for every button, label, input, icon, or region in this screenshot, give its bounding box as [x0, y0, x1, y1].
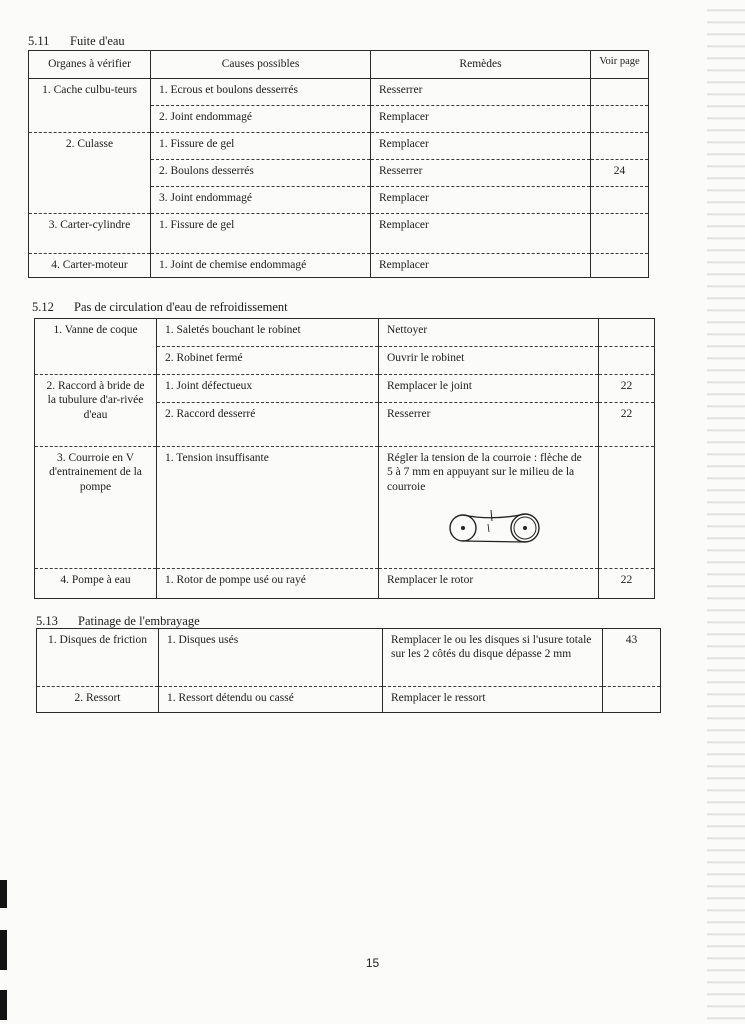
section-number: 5.13 — [36, 614, 58, 628]
remedy-cell: Remplacer le joint — [379, 375, 599, 403]
remedy-cell — [379, 447, 599, 569]
page-ref-cell — [599, 347, 655, 375]
page-ref-cell — [599, 447, 655, 569]
page-ref-cell — [591, 254, 649, 278]
table-row — [29, 79, 649, 106]
remedy-cell: Remplacer — [371, 214, 591, 254]
table-row — [35, 447, 655, 569]
table-row — [37, 629, 661, 687]
organ-cell: 4. Pompe à eau — [35, 569, 157, 599]
page-ref-cell: 22 — [599, 375, 655, 403]
cause-cell: 2. Boulons desserrés — [151, 160, 371, 187]
belt-bottom — [463, 541, 525, 542]
cause-cell: 1. Joint de chemise endommagé — [151, 254, 371, 278]
cause-cell: 1. Saletés bouchant le robinet — [157, 319, 379, 347]
section-number: 5.12 — [32, 300, 54, 314]
column-header-remedes: Remèdes — [371, 51, 591, 79]
column-header-organes: Organes à vérifier — [29, 51, 151, 79]
cause-cell: 1. Ecrous et boulons desserrés — [151, 79, 371, 106]
organ-cell: 2. Raccord à bride de la tubulure d'ar-rivée d'eau — [35, 375, 157, 447]
page-ref-cell: 24 — [591, 160, 649, 187]
pulley-left-hub — [461, 526, 465, 530]
organ-cell: 3. Carter-cylindre — [29, 214, 151, 254]
pulley-right-hub — [523, 526, 527, 530]
remedy-cell: Resserrer — [379, 403, 599, 447]
organ-cell: 1. Cache culbu-teurs — [29, 79, 151, 133]
table-row — [35, 569, 655, 599]
table-row — [29, 214, 649, 254]
table-row — [35, 375, 655, 403]
organ-cell: 1. Disques de friction — [37, 629, 159, 687]
cause-cell: 1. Fissure de gel — [151, 214, 371, 254]
cause-cell: 1. Rotor de pompe usé ou rayé — [157, 569, 379, 599]
section-heading-5-13 — [36, 614, 200, 629]
scan-edge-mark — [0, 990, 7, 1020]
remedy-text: Régler la tension de la courroie : flèche de 5 à 7 mm en appuyant sur le milieu de la courroie — [387, 452, 582, 493]
cause-cell: 1. Disques usés — [159, 629, 383, 687]
remedy-cell: Remplacer — [371, 254, 591, 278]
section-heading-5-12 — [32, 300, 288, 315]
remedy-cell: Remplacer — [371, 133, 591, 160]
cause-cell: 2. Robinet fermé — [157, 347, 379, 375]
column-header-causes: Causes possibles — [151, 51, 371, 79]
table-patinage-embrayage — [36, 628, 661, 713]
cause-cell: 3. Joint endommagé — [151, 187, 371, 214]
page-ref-cell: 22 — [599, 403, 655, 447]
table-row — [29, 133, 649, 160]
organ-cell: 4. Carter-moteur — [29, 254, 151, 278]
scan-edge-mark — [0, 880, 7, 908]
page-ref-cell: 43 — [603, 629, 661, 687]
table-fuite-eau — [28, 50, 649, 278]
section-heading-5-11 — [28, 34, 125, 49]
belt-pulley-figure — [445, 508, 545, 544]
remedy-cell: Remplacer le ressort — [383, 687, 603, 713]
table-row — [35, 319, 655, 347]
cause-cell: 1. Ressort détendu ou cassé — [159, 687, 383, 713]
scan-edge-right — [707, 0, 745, 1024]
organ-cell: 2. Ressort — [37, 687, 159, 713]
table-row — [29, 254, 649, 278]
remedy-cell: Nettoyer — [379, 319, 599, 347]
page-ref-cell — [591, 79, 649, 106]
remedy-cell: Remplacer — [371, 106, 591, 133]
page-ref-cell — [603, 687, 661, 713]
cause-cell: 1. Joint défectueux — [157, 375, 379, 403]
page-ref-cell — [591, 133, 649, 160]
table-circulation-eau — [34, 318, 655, 599]
organ-cell: 2. Culasse — [29, 133, 151, 214]
page-ref-cell: 22 — [599, 569, 655, 599]
page-ref-cell — [599, 319, 655, 347]
table-row — [37, 687, 661, 713]
remedy-cell: Remplacer le rotor — [379, 569, 599, 599]
cause-cell: 1. Tension insuffisante — [157, 447, 379, 569]
remedy-cell: Resserrer — [371, 79, 591, 106]
section-title: Fuite d'eau — [70, 34, 125, 48]
cause-cell: 2. Joint endommagé — [151, 106, 371, 133]
remedy-cell: Remplacer le ou les disques si l'usure totale sur les 2 côtés du disque dépasse 2 mm — [383, 629, 603, 687]
page-ref-cell — [591, 214, 649, 254]
section-title: Pas de circulation d'eau de refroidissement — [74, 300, 288, 314]
page-ref-cell — [591, 106, 649, 133]
section-title: Patinage de l'embrayage — [78, 614, 200, 628]
page-number: 15 — [365, 956, 380, 970]
cause-cell: 1. Fissure de gel — [151, 133, 371, 160]
remedy-cell: Remplacer — [371, 187, 591, 214]
column-header-voir-page: Voir page — [591, 51, 649, 79]
page-ref-cell — [591, 187, 649, 214]
remedy-cell: Ouvrir le robinet — [379, 347, 599, 375]
organ-cell: 3. Courroie en V d'entrainement de la pompe — [35, 447, 157, 569]
organ-cell: 1. Vanne de coque — [35, 319, 157, 375]
deflection-mark — [491, 510, 492, 521]
deflection-arrow — [488, 524, 489, 532]
cause-cell: 2. Raccord desserré — [157, 403, 379, 447]
section-number: 5.11 — [28, 34, 50, 48]
remedy-cell: Resserrer — [371, 160, 591, 187]
